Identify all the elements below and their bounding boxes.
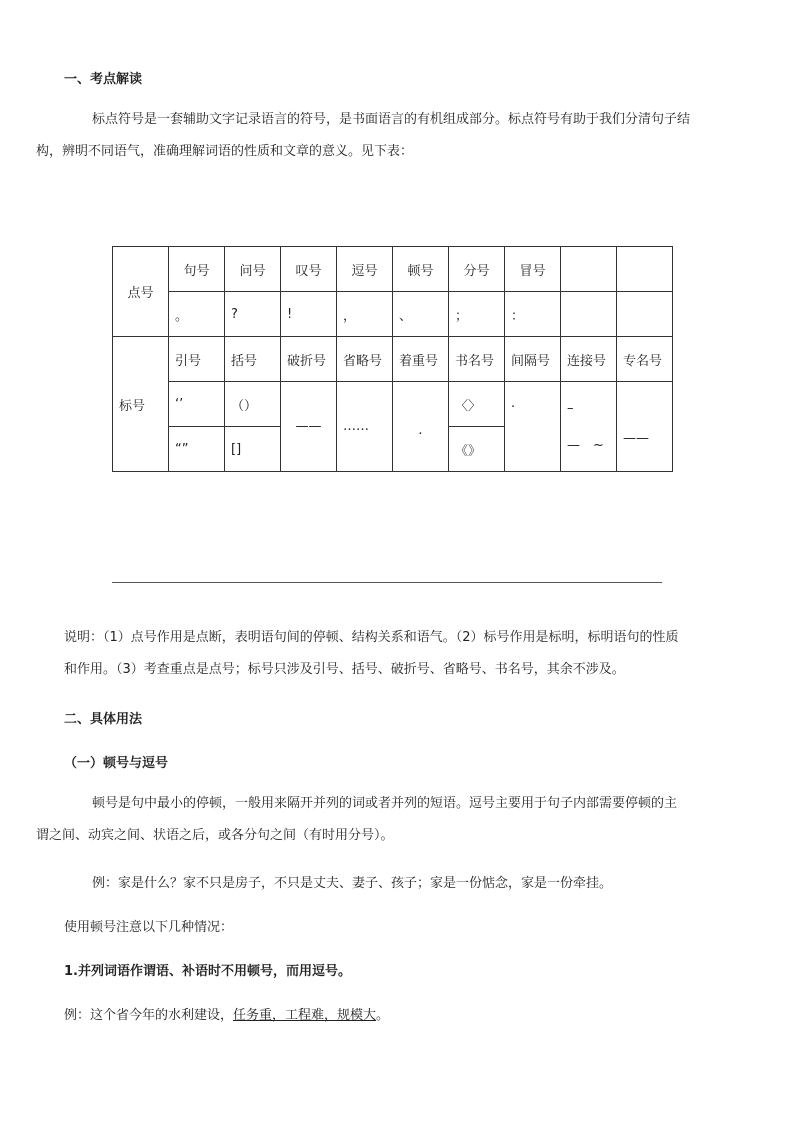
lianjie-top: – [567, 400, 574, 416]
table-cell [617, 292, 673, 337]
table-cell: —— [281, 382, 337, 472]
example-2-suffix: 。 [376, 1008, 390, 1023]
subsection-heading-1: （一）顿号与逗号 [64, 756, 169, 771]
table-cell: 问号 [225, 247, 281, 292]
dianhao-label: 点号 [113, 247, 169, 337]
table-cell: 逗号 [337, 247, 393, 292]
example-2 [64, 1004, 389, 1023]
rule-1: 1.并列词语作谓语、补语时不用顿号，而用逗号。 [64, 964, 351, 979]
table-row-dianhao-symbols [113, 292, 673, 337]
table-cell: 冒号 [505, 247, 561, 292]
usage-line-1: 顿号是句中最小的停顿，一般用来隔开并列的词或者并列的短语。逗号主要用于句子内部需要停顿的主 [92, 796, 678, 811]
table-cell: 着重号 [393, 337, 449, 382]
table-cell: . [505, 382, 561, 472]
example-1: 例：家是什么？家不只是房子，不只是丈夫、妻子、孩子；家是一份惦念，家是一份牵挂。 [92, 876, 613, 891]
table-cell-lianjie [561, 382, 617, 472]
usage-line-2: 谓之间、动宾之间、状语之后，或各分句之间（有时用分号）。 [36, 828, 394, 843]
note-line-2: 和作用。（3）考查重点是点号；标号只涉及引号、括号、破折号、省略号、书名号，其余不涉及。 [64, 662, 625, 677]
table-cell: 分号 [449, 247, 505, 292]
table-cell: 连接号 [561, 337, 617, 382]
section-heading-2: 二、具体用法 [64, 712, 143, 727]
table-cell: “” [169, 427, 225, 472]
section-heading-1: 一、考点解读 [64, 72, 143, 87]
table-cell: —— [617, 382, 673, 472]
table-row-biaohao-names [113, 337, 673, 382]
intro-paragraph [36, 104, 734, 168]
table-row-dianhao-names [113, 247, 673, 292]
table-cell: 专名号 [617, 337, 673, 382]
table-cell: 《》 [449, 427, 505, 472]
table-cell: 句号 [169, 247, 225, 292]
table-cell: ： [505, 292, 561, 337]
table-cell: （） [225, 382, 281, 427]
punctuation-table [112, 246, 673, 472]
example-2-prefix: 例：这个省今年的水利建设， [64, 1008, 234, 1023]
table-cell: ， [337, 292, 393, 337]
table-cell [561, 292, 617, 337]
table-cell: 。 [169, 292, 225, 337]
biaohao-label: 标号 [113, 337, 169, 472]
intro-line-1: 标点符号是一套辅助文字记录语言的符号，是书面语言的有机组成部分。标点符号有助于我们分清句子结 [92, 112, 691, 127]
table-cell: ! [281, 292, 337, 337]
table-cell: 省略号 [337, 337, 393, 382]
table-cell: 〈〉 [449, 382, 505, 427]
table-cell: ； [449, 292, 505, 337]
table-cell: . [393, 382, 449, 472]
table-cell: 、 [393, 292, 449, 337]
separator-line [112, 582, 662, 583]
note-line-1: 说明：（1）点号作用是点断，表明语句间的停顿、结构关系和语气。（2）标号作用是标明，标明语句的性质 [64, 630, 679, 645]
example-2-underlined: 任务重，工程难，规模大 [233, 1008, 377, 1023]
table-cell: 破折号 [281, 337, 337, 382]
table-cell: 顿号 [393, 247, 449, 292]
table-cell: [] [225, 427, 281, 472]
table-cell: 引号 [169, 337, 225, 382]
intro-line-2: 构，辨明不同语气，准确理解词语的性质和文章的意义。见下表： [36, 144, 414, 159]
usage-paragraph [36, 788, 734, 852]
table-cell: ‘’ [169, 382, 225, 427]
table-cell [617, 247, 673, 292]
table-row-biaohao-symbols-1 [113, 382, 673, 427]
table-cell: …… [337, 382, 393, 472]
table-cell: 叹号 [281, 247, 337, 292]
note-paragraph [64, 622, 734, 686]
notice-text: 使用顿号注意以下几种情况： [64, 920, 234, 935]
table-cell: 书名号 [449, 337, 505, 382]
table-cell: 括号 [225, 337, 281, 382]
table-cell [561, 247, 617, 292]
table-cell: 间隔号 [505, 337, 561, 382]
table-cell: ? [225, 292, 281, 337]
lianjie-bottom: — ~ [567, 437, 604, 453]
